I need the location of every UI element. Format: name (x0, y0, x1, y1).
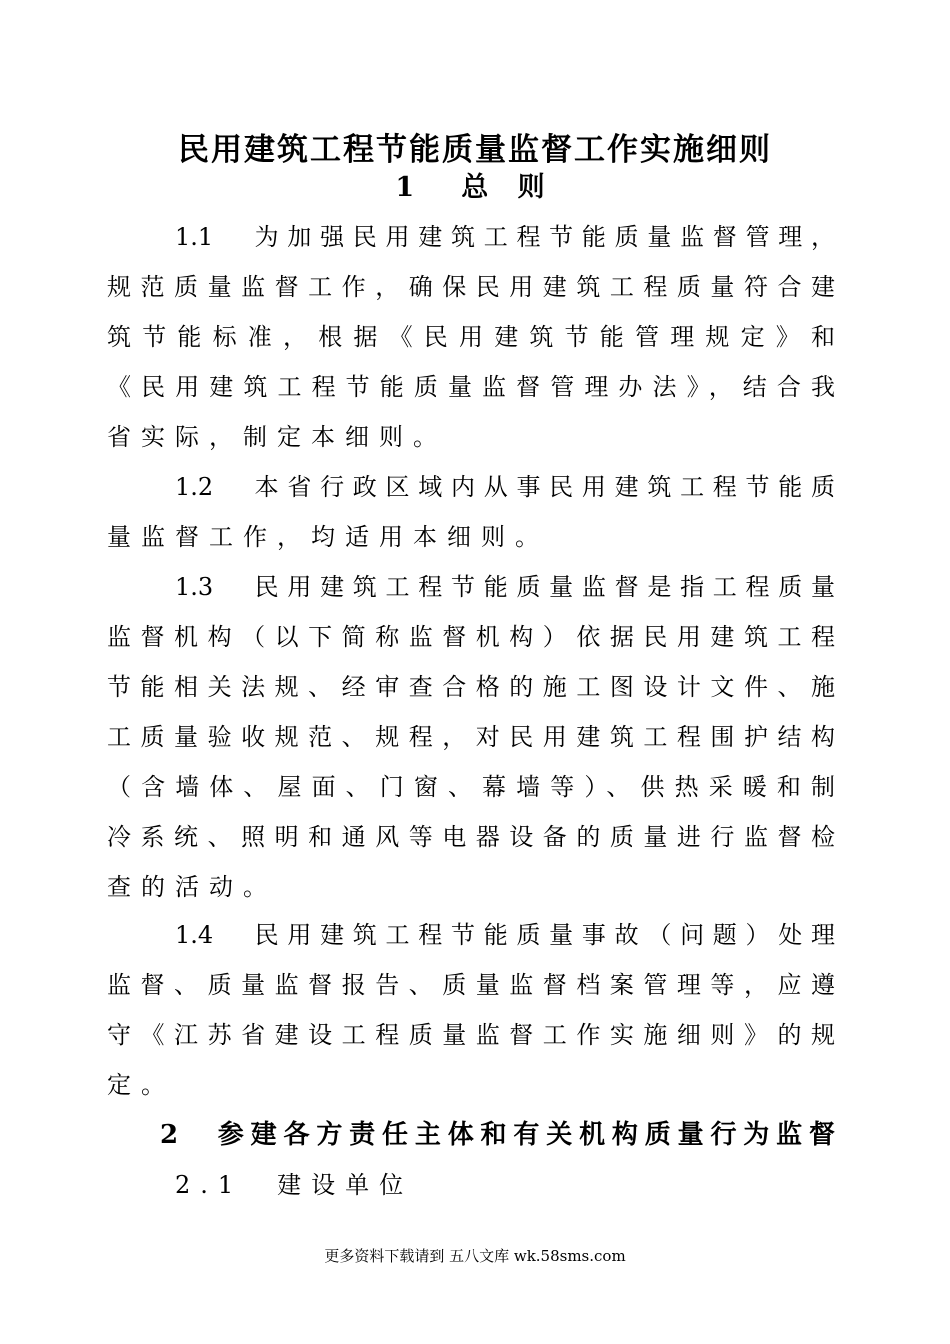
paragraph-line: 筑节能标准，根据《民用建筑节能管理规定》和 (107, 323, 835, 351)
paragraph-line: 查的活动。 (107, 873, 277, 901)
paragraph-line: 1.1 为加强民用建筑工程节能质量监督管理， (175, 223, 835, 251)
section-2-1-heading: 2.1 建设单位 (175, 1171, 414, 1199)
section-1-1 (107, 212, 835, 462)
document-title: 民用建筑工程节能质量监督工作实施细则 (178, 132, 772, 168)
paragraph-line: 定。 (107, 1071, 175, 1099)
paragraph-line: 量监督工作，均适用本细则。 (107, 523, 549, 551)
paragraph-line: 1.3 民用建筑工程节能质量监督是指工程质量 (175, 573, 835, 601)
paragraph-line: 省实际，制定本细则。 (107, 423, 447, 451)
section-1-4 (107, 910, 835, 1110)
paragraph-line: 监督、质量监督报告、质量监督档案管理等，应遵 (107, 971, 835, 999)
footer-text: 更多资料下载请到 五八文库 wk.58sms.com (324, 1247, 626, 1265)
paragraph-line: 冷系统、照明和通风等电器设备的质量进行监督检 (107, 823, 835, 851)
section-1-3 (107, 562, 835, 912)
chapter-2-heading: 2 参建各方责任主体和有关机构质量行为监督 (160, 1120, 835, 1150)
paragraph-line: 监督机构（以下简称监督机构）依据民用建筑工程 (107, 623, 835, 651)
paragraph-line: 《民用建筑工程节能质量监督管理办法》，结合我 (107, 373, 835, 401)
paragraph-line: 工质量验收规范、规程，对民用建筑工程围护结构 (107, 723, 835, 751)
paragraph-line: 规范质量监督工作，确保民用建筑工程质量符合建 (107, 273, 835, 301)
paragraph-line: 1.2 本省行政区域内从事民用建筑工程节能质 (175, 473, 835, 501)
paragraph-line: 节能相关法规、经审查合格的施工图设计文件、施 (107, 673, 835, 701)
chapter-1-heading: 1 总 则 (395, 172, 555, 203)
paragraph-line: （含墙体、屋面、门窗、幕墙等）、供热采暖和制 (107, 773, 835, 801)
paragraph-line: 守《江苏省建设工程质量监督工作实施细则》的规 (107, 1021, 835, 1049)
section-1-2 (107, 462, 835, 562)
paragraph-line: 1.4 民用建筑工程节能质量事故（问题）处理 (175, 921, 835, 949)
